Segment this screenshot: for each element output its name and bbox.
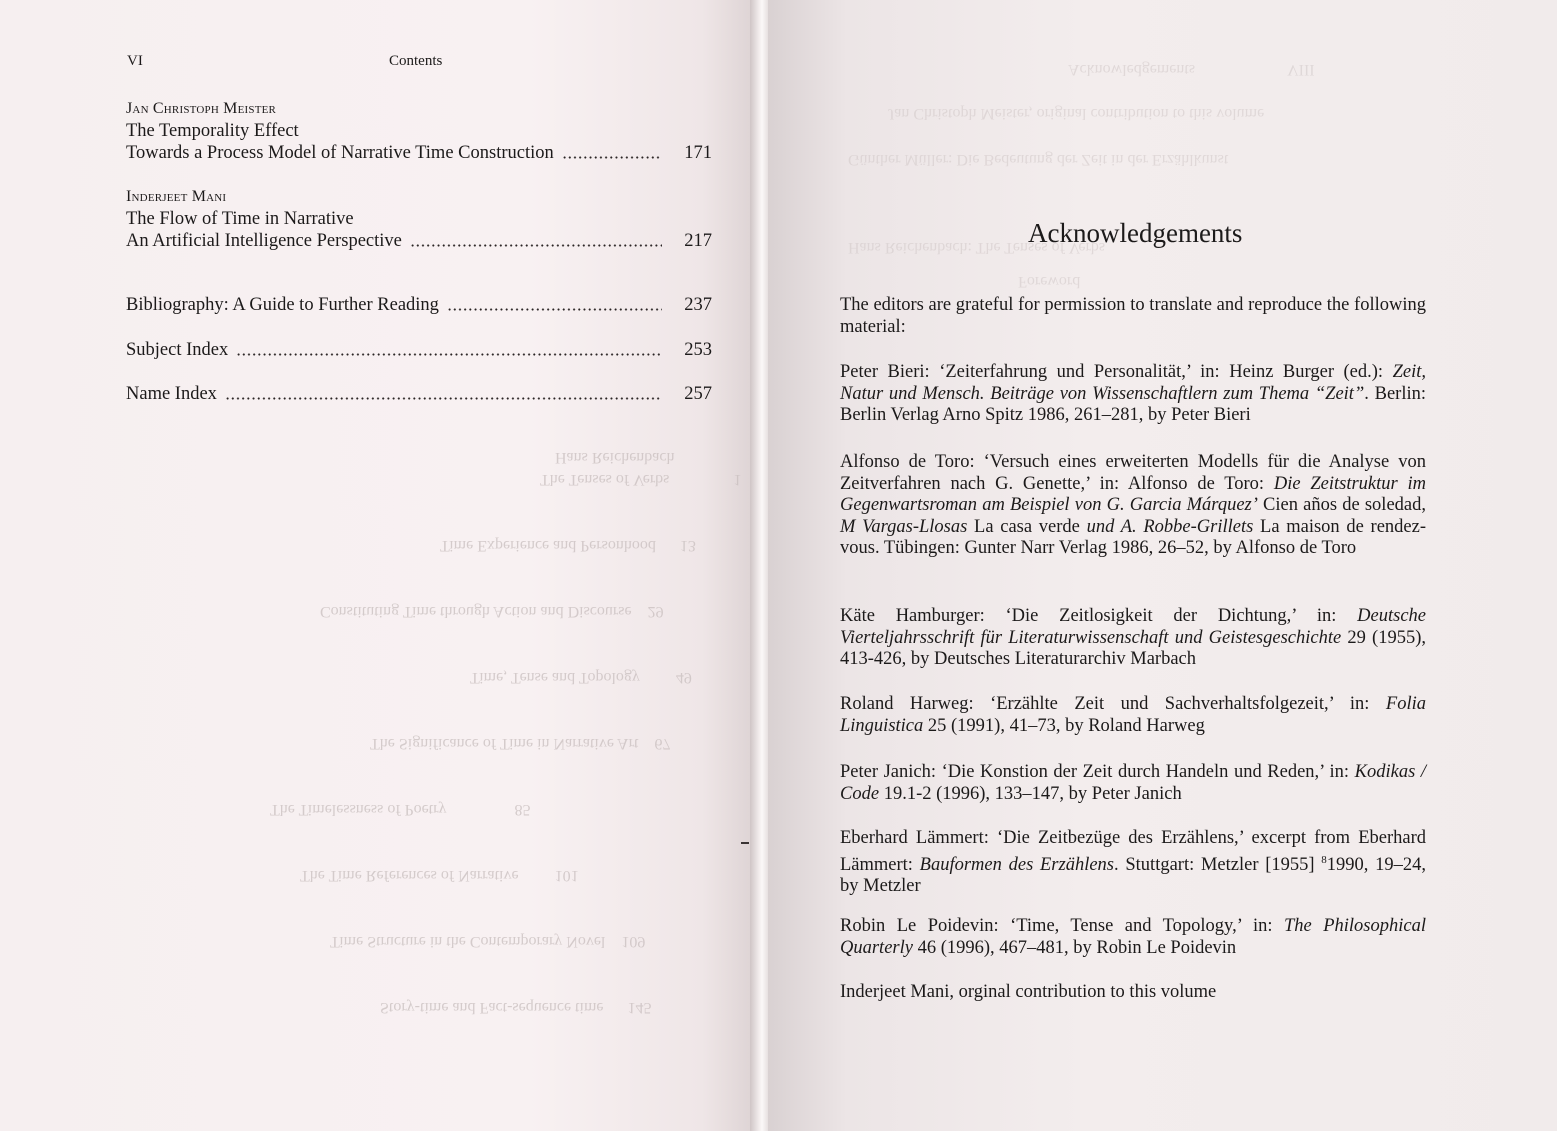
citation-text: Inderjeet Mani, orginal contribution to this volume [840,982,1217,1002]
bleed-through: The Tenses of Verbs 1 [540,471,742,488]
left-page [0,0,755,1131]
toc-page-number: 257 [684,384,712,404]
bleed-through: Acknowledgements VIII [1068,61,1315,78]
italic-title: M Vargas-Llosas [840,516,968,537]
intro-paragraph: The editors are grateful for permission to translate and reproduce the following material: [840,295,1426,337]
right-page [768,0,1557,1131]
toc-bibliography [126,294,712,316]
bleed-through: Günther Müller: Die Bedeutung der Zeit in der Erzählkunst [848,151,1229,168]
toc-row [126,230,712,252]
italic-title: The Philosophical Quarterly [840,916,1426,958]
toc-row [126,294,712,316]
leader-dots [410,244,662,247]
citation-text: Roland Harweg: ‘Erzählte Zeit und Sachverhaltsfolgezeit,’ in: [840,694,1386,714]
book-gutter [750,0,770,1131]
ack-entry [840,916,1426,959]
citation-text: 46 (1996), 467–481, by Robin Le Poidevin [912,937,1237,958]
bleed-through: The Timelessness of Poetry 85 [270,801,531,818]
ack-entry [840,606,1426,671]
citation-text: Alfonso de Toro: ‘Versuch eines erweiterten Modells für die Analyse von Zeitverfahren nach G. Genette,’ in: Alfonso de Toro: [840,452,1426,494]
italic-title: Bauformen des Erzählens [919,854,1115,875]
ack-entry [840,452,1426,560]
running-header: Contents [389,53,443,69]
citation-text: Eberhard Lämmert: ‘Die Zeitbezüge des Erzählens,’ excerpt from Eberhard Lämmert: [840,828,1426,875]
page-heading: Acknowledgements [1028,218,1243,248]
citation-text: Cien años de soledad, [1257,495,1426,515]
toc-label: Name Index [126,384,217,404]
toc-page-number: 217 [684,231,712,251]
page-number: VI [127,53,143,69]
italic-title: Zeit, Natur und Mensch. Beiträge von Wissenschaftlern zum Thema “Zeit” [840,362,1426,404]
ack-entry [840,828,1426,898]
toc-row [126,383,712,405]
citation-text: . Berlin: Berlin Verlag Arno Spitz 1986, 261–281, by Peter Bieri [840,383,1426,425]
toc-subtitle: Towards a Process Model of Narrative Time Construction [126,143,554,163]
bleed-through: Story-time and Fact-sequence time 145 [380,999,652,1016]
bleed-through: Foreword [1018,273,1081,290]
citation-text: La casa verde [967,516,1087,537]
toc-title: The Flow of Time in Narrative [126,209,354,229]
citation-text: . Stuttgart: Metzler [1955] [1114,854,1322,875]
citation-text: Peter Janich: ‘Die Konstion der Zeit durch Handeln und Reden,’ in: [840,762,1355,782]
bleed-through: The Significance of Time in Narrative Art 67 [370,735,671,752]
toc-entry [126,186,712,252]
toc-entry [126,98,712,164]
toc-subtitle: An Artificial Intelligence Perspective [126,231,402,251]
citation-text: 29 (1955), 413-426, by Deutsches Literaturarchiv Marbach [840,627,1426,669]
bleed-through: Time, Tense and Topology 49 [470,669,692,686]
italic-title: Deutsche Vierteljahrsschrift für Literaturwissenschaft und Geistesgeschichte [840,606,1426,648]
bleed-through: Time Experience and Personhood 13 [440,537,696,554]
bleed-through: Time Structure in the Contemporary Novel 109 [330,933,646,950]
bleed-through: Constituting Time through Action and Discourse 29 [320,603,664,620]
toc-title: The Temporality Effect [126,121,299,141]
citation-text: 1990, 19–24, by Metzler [840,854,1426,897]
edition-superscript: 8 [1321,853,1327,866]
italic-title: Folia Linguistica [840,694,1426,736]
toc-label: Subject Index [126,340,229,360]
toc-page-number: 237 [684,295,712,315]
italic-title: und A. Robbe-Grillets [1086,516,1254,537]
ack-entry [840,694,1426,737]
toc-row [126,142,712,164]
toc-page-number: 253 [684,340,712,360]
toc-page-number: 171 [684,143,712,163]
ack-entry [840,982,1426,1004]
print-speck [741,842,749,844]
citation-text: Käte Hamburger: ‘Die Zeitlosigkeit der Dichtung,’ in: [840,606,1358,626]
toc-subject-index [126,339,712,361]
leader-dots [236,353,662,356]
bleed-through: The Time References of Narrative 101 [300,867,579,884]
ack-entry [840,762,1426,805]
bleed-through: Hans Reichenbach [555,449,675,466]
toc-label: Bibliography: A Guide to Further Reading [126,295,439,315]
italic-title: Die Zeitstruktur im Gegenwartsroman am Beispiel von G. Garcia Márquez’ [840,473,1426,515]
toc-author: Jan Christoph Meister [126,100,277,117]
leader-dots [225,397,662,400]
toc-row [126,339,712,361]
leader-dots [447,308,662,311]
citation-text: 19.1-2 (1996), 133–147, by Peter Janich [879,783,1182,804]
ack-entry [840,362,1426,427]
toc-name-index [126,383,712,405]
citation-text: Robin Le Poidevin: ‘Time, Tense and Topology,’ in: [840,916,1284,936]
bleed-through: Jan Christoph Meister, original contribution to this volume [888,105,1265,122]
citation-text: Peter Bieri: ‘Zeiterfahrung und Personalität,’ in: Heinz Burger (ed.): [840,362,1393,382]
leader-dots [562,156,662,159]
bleed-through: Hans Reichenbach: The Tenses of Verbs [848,239,1106,256]
citation-text: 25 (1991), 41–73, by Roland Harweg [923,715,1205,736]
toc-author: Inderjeet Mani [126,188,227,205]
italic-title: Kodikas / Code [840,762,1426,804]
citation-text: La maison de rendez-vous. Tübingen: Gunter Narr Verlag 1986, 26–52, by Alfonso de Toro [840,516,1427,558]
